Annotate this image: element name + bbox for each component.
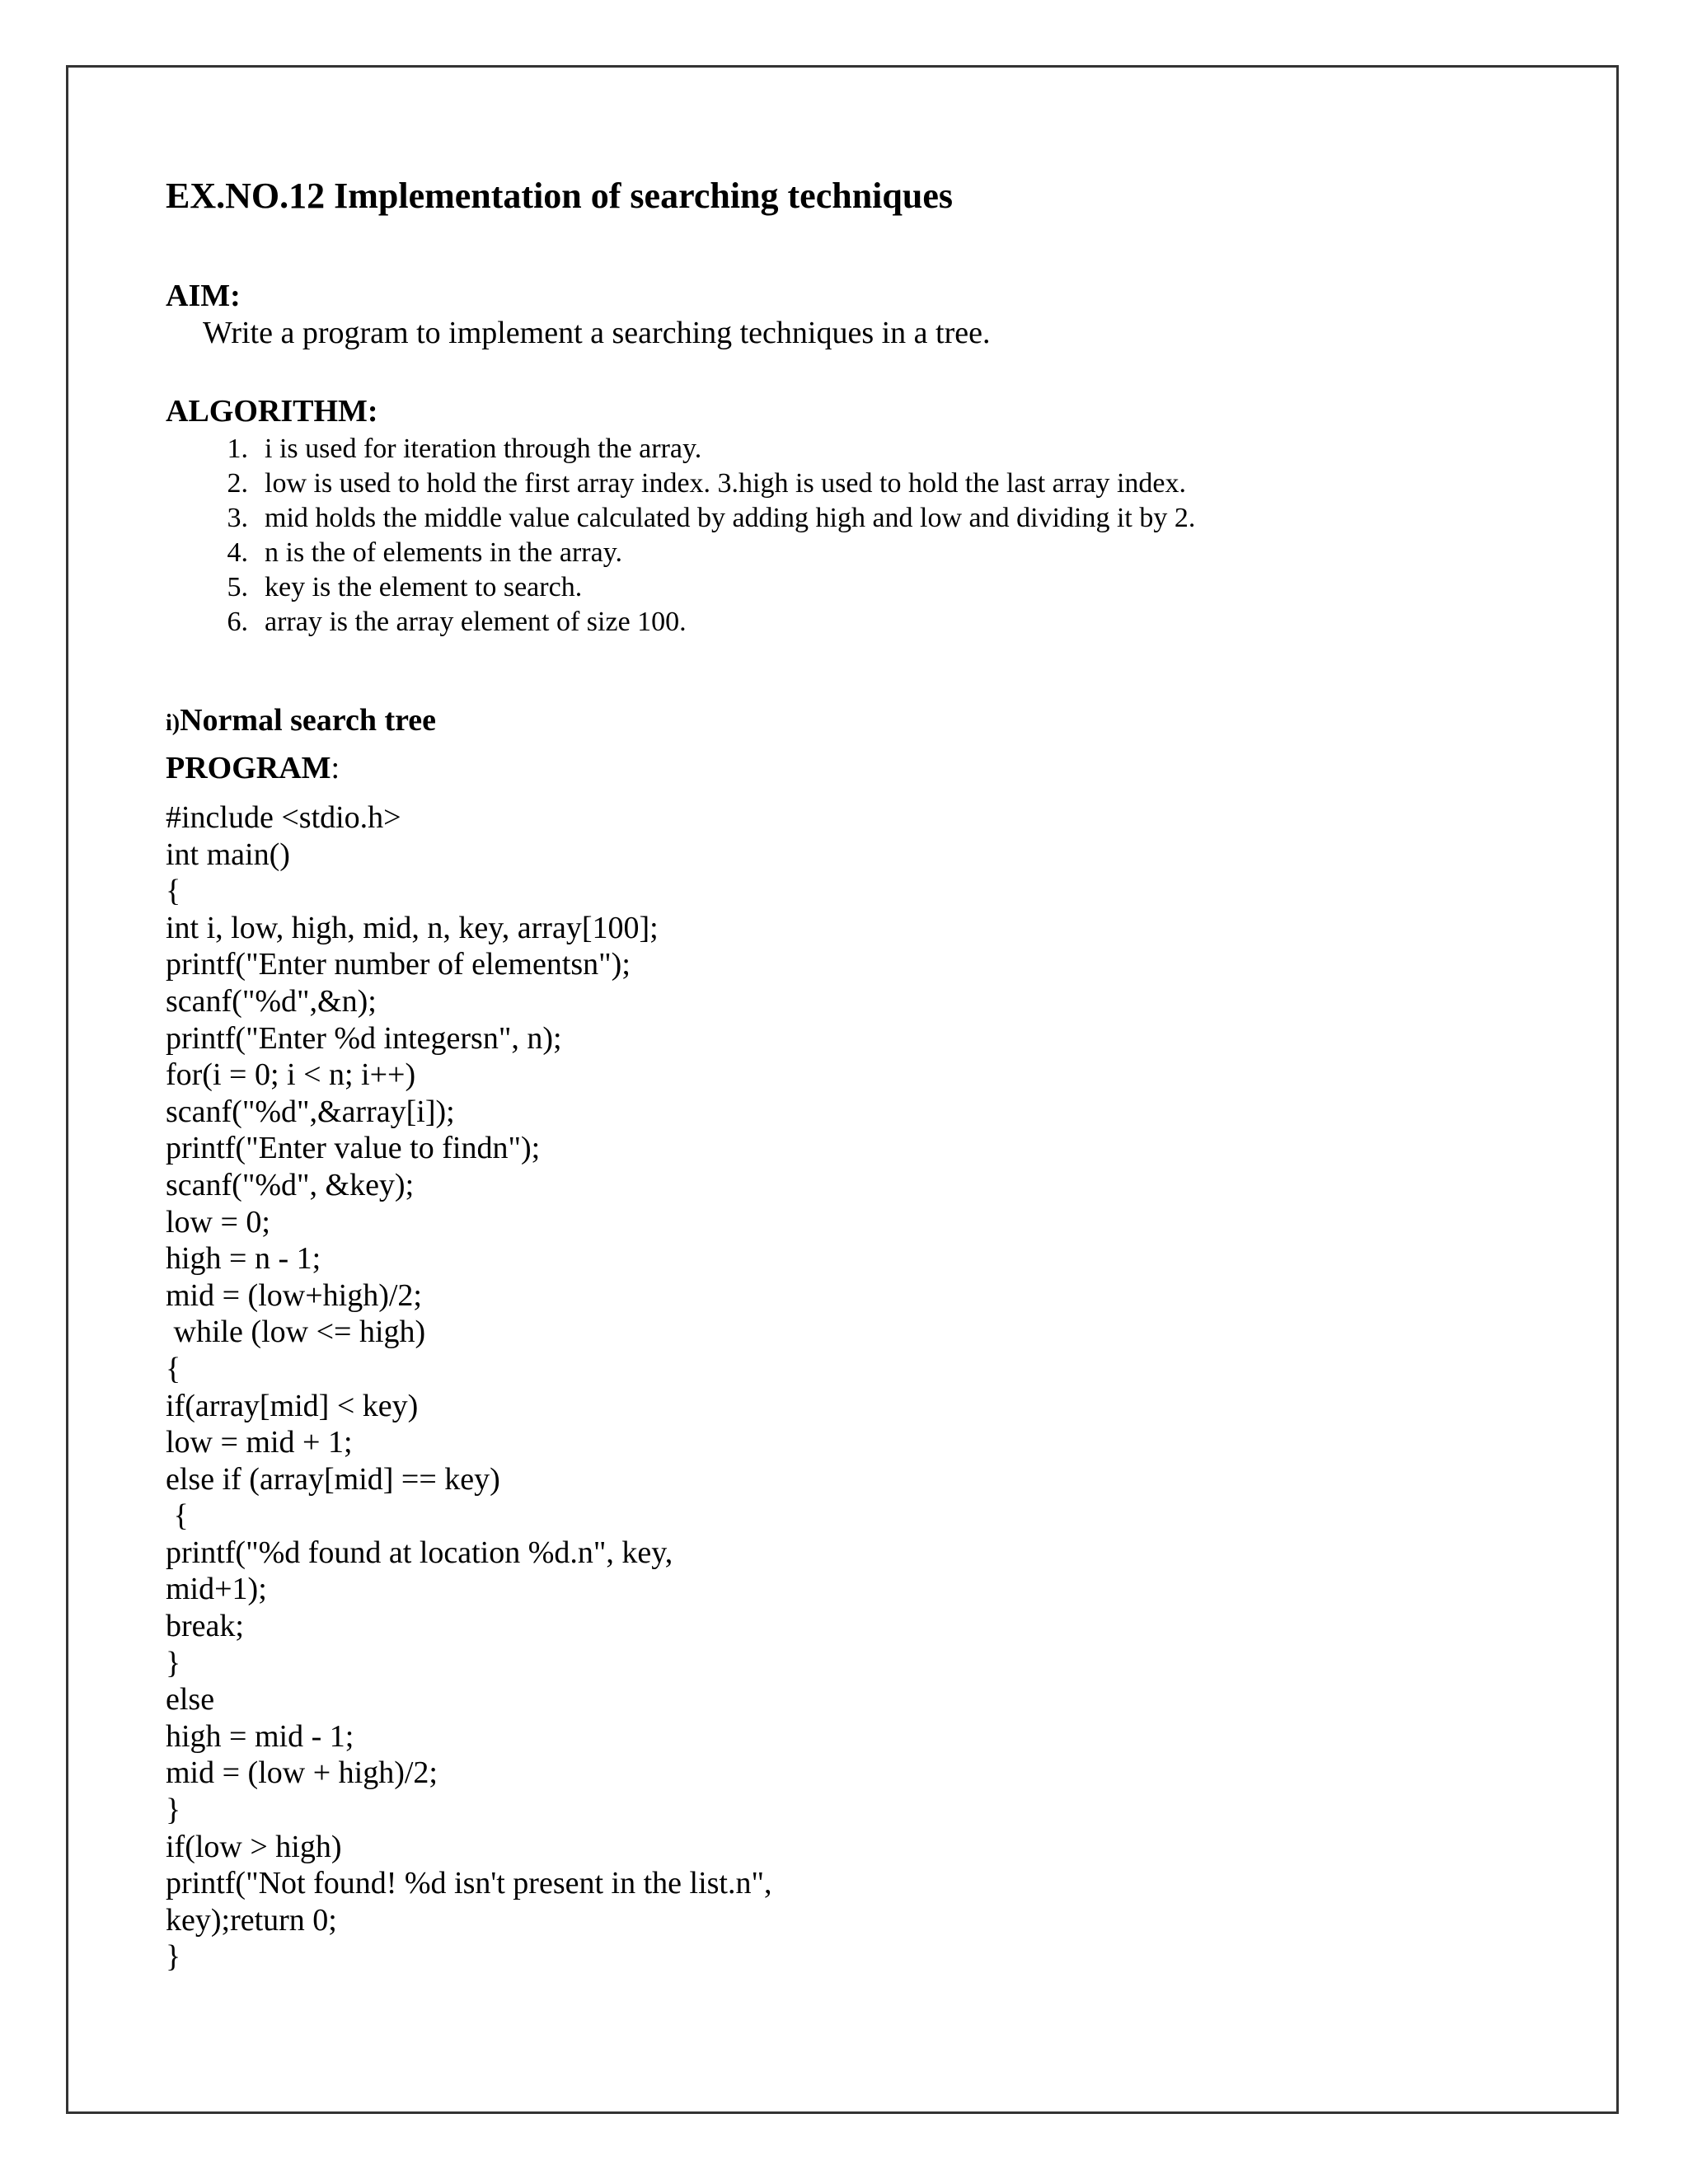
algorithm-item-text: mid holds the middle value calculated by adding high and low and dividing it by 2. bbox=[265, 503, 1196, 533]
code-line: int main() bbox=[166, 837, 290, 872]
code-line: high = n - 1; bbox=[166, 1241, 321, 1277]
algorithm-item-number: 5. bbox=[227, 572, 248, 602]
code-line: printf("Enter %d integersn", n); bbox=[166, 1020, 562, 1056]
code-line: mid = (low+high)/2; bbox=[166, 1277, 422, 1313]
code-line: { bbox=[166, 1498, 189, 1534]
code-line: { bbox=[166, 1351, 181, 1386]
code-line: low = mid + 1; bbox=[166, 1425, 353, 1460]
algorithm-item-number: 1. bbox=[227, 434, 248, 464]
code-line: printf("Enter number of elementsn"); bbox=[166, 947, 631, 982]
code-line: while (low <= high) bbox=[166, 1315, 426, 1350]
algorithm-item-number: 4. bbox=[227, 537, 248, 568]
code-line: break; bbox=[166, 1609, 244, 1644]
program-heading-label: PROGRAM bbox=[166, 751, 331, 785]
algorithm-item-text: array is the array element of size 100. bbox=[265, 607, 687, 637]
code-line: mid+1); bbox=[166, 1572, 267, 1607]
algorithm-item-number: 6. bbox=[227, 607, 248, 637]
algorithm-item-text: key is the element to search. bbox=[265, 572, 583, 602]
section-heading bbox=[166, 702, 436, 738]
program-heading-colon: : bbox=[331, 751, 340, 785]
algorithm-heading: ALGORITHM: bbox=[166, 394, 378, 429]
code-line: { bbox=[166, 874, 181, 909]
code-line: else if (array[mid] == key) bbox=[166, 1461, 500, 1497]
algorithm-item-text: n is the of elements in the array. bbox=[265, 537, 622, 568]
code-line: printf("Enter value to findn"); bbox=[166, 1131, 541, 1166]
code-line: for(i = 0; i < n; i++) bbox=[166, 1057, 416, 1093]
code-line: scanf("%d",&array[i]); bbox=[166, 1094, 455, 1129]
section-prefix: i) bbox=[166, 710, 181, 736]
code-line: high = mid - 1; bbox=[166, 1718, 354, 1754]
algorithm-item-number: 3. bbox=[227, 503, 248, 533]
code-line: low = 0; bbox=[166, 1204, 270, 1240]
code-line: scanf("%d", &key); bbox=[166, 1167, 415, 1202]
code-line: scanf("%d",&n); bbox=[166, 983, 377, 1019]
section-title: Normal search tree bbox=[180, 703, 437, 738]
code-line: if(low > high) bbox=[166, 1829, 342, 1864]
aim-heading: AIM: bbox=[166, 279, 241, 313]
program-code bbox=[166, 799, 772, 1975]
code-line: } bbox=[166, 1645, 181, 1680]
code-line: } bbox=[166, 1939, 181, 1975]
aim-text: Write a program to implement a searching techniques in a tree. bbox=[203, 316, 991, 350]
document-title: EX.NO.12 Implementation of searching techniques bbox=[166, 176, 953, 216]
code-line: mid = (low + high)/2; bbox=[166, 1755, 438, 1791]
algorithm-item-text: i is used for iteration through the array. bbox=[265, 434, 702, 464]
code-line: printf("Not found! %d isn't present in the list.n", bbox=[166, 1866, 772, 1901]
algorithm-item-number: 2. bbox=[227, 468, 248, 499]
code-line: } bbox=[166, 1793, 181, 1828]
code-line: else bbox=[166, 1682, 215, 1718]
code-line: if(array[mid] < key) bbox=[166, 1388, 419, 1423]
code-line: int i, low, high, mid, n, key, array[100]; bbox=[166, 910, 659, 945]
code-line: printf("%d found at location %d.n", key, bbox=[166, 1535, 673, 1570]
code-line: key);return 0; bbox=[166, 1902, 337, 1938]
program-heading bbox=[166, 750, 340, 786]
code-line: #include <stdio.h> bbox=[166, 800, 401, 835]
algorithm-item-text: low is used to hold the first array index. 3.high is used to hold the last array index. bbox=[265, 468, 1187, 499]
